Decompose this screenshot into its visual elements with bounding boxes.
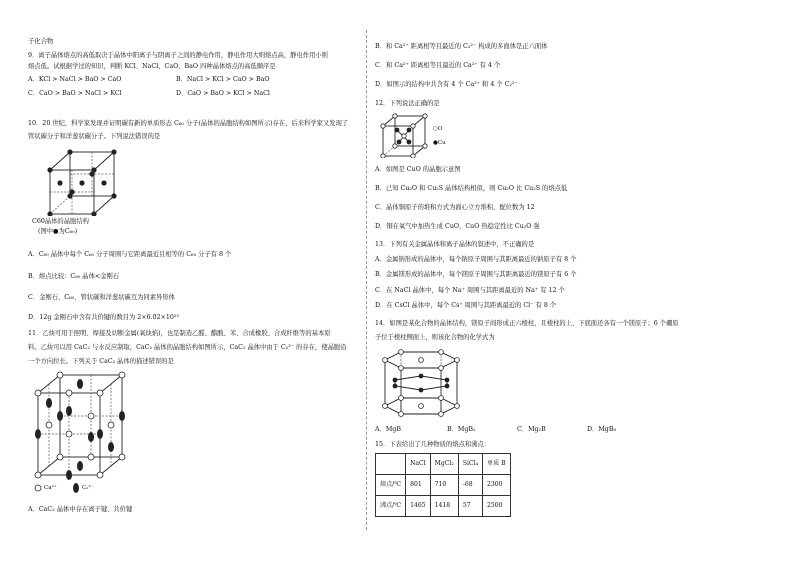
q10-option-b: B．熔点比较：C₆₀ 晶体<金刚石 bbox=[28, 273, 120, 280]
melting-boiling-table bbox=[375, 453, 511, 517]
q9-line-1: 9．离子晶体熔点的高低取决于晶体中阳离子与阴离子之间的静电作用，静电作用大则熔点高，静电作用小则 bbox=[28, 52, 328, 59]
c60-caption-note: (图中●为C₆₀) bbox=[38, 228, 78, 235]
table-cell: 熔点/℃ bbox=[376, 475, 406, 496]
table-cell: 1465 bbox=[406, 496, 431, 517]
table-cell: 2300 bbox=[483, 475, 511, 496]
q14-option-c: C．Mg₂B bbox=[517, 426, 546, 433]
q10-option-d: D．12g 金刚石中含有共价键的数目为 2×6.02×10²³ bbox=[28, 314, 179, 321]
q13-option-a: A．金属钠形成的晶体中，每个钠原子周围与其距离最近的钠原子有 8 个 bbox=[375, 256, 577, 263]
q14-option-a: A．MgB bbox=[375, 426, 401, 433]
q11-option-c: C．和 Ca²⁺ 距离相等且最近的 Ca²⁺ 有 4 个 bbox=[375, 62, 501, 69]
q10-line-1: 10．20 世纪，科学家发现并证明碳有新的单质形态 C₆₀ 分子(晶体的晶胞结构如图所示)存在，后来科学家又发现了 bbox=[28, 120, 349, 127]
table-header-cell bbox=[376, 454, 406, 475]
q11-line-1: 11．乙炔可用于照明、焊接及切断金属(氧炔焰)，也是制造乙醛、醋酸、苯、合成橡胶、合成纤维等的基本原 bbox=[28, 330, 331, 337]
q13-option-b: B．金属镁形成的晶体中，每个镁原子周围与其距离最近的镁原子有 6 个 bbox=[375, 271, 577, 278]
q11-option-a: A．CaC₂ 晶体中存在离子键、共价键 bbox=[28, 506, 133, 513]
q11-option-d: D．如图示的结构中共含有 4 个 Ca²⁺ 和 4 个 C₂²⁻ bbox=[375, 81, 518, 88]
q9-option-b: B．NaCl > KCl > CaO > BaO bbox=[176, 76, 270, 83]
table-row bbox=[376, 475, 511, 496]
q9-option-d: D．CaO > BaO > KCl > NaCl bbox=[176, 90, 270, 97]
c60-unit-cell-diagram bbox=[44, 148, 124, 216]
column-divider bbox=[366, 30, 367, 530]
q11-line-3: 一个方向拉长。下列关于 CaC₂ 晶体的描述错误的是 bbox=[28, 358, 174, 365]
table-cell: -68 bbox=[458, 475, 482, 496]
q10-line-2: 管状碳分子和洋葱状碳分子。下列说法错误的是 bbox=[28, 133, 161, 140]
table-header-row bbox=[376, 454, 511, 475]
q14-option-d: D．MgB₆ bbox=[587, 426, 616, 433]
q10-option-a: A．C₆₀ 晶体中每个 C₆₀ 分子周围与它距离最近且相等的 C₆₀ 分子有 8 个 bbox=[28, 251, 232, 258]
table-cell: 沸点/℃ bbox=[376, 496, 406, 517]
q9-line-2: 熔点低。试根据学过的知识，判断 KCl、NaCl、CaO、BaO 四种晶体熔点的高低顺序是 bbox=[28, 63, 276, 70]
table-cell: 801 bbox=[406, 475, 431, 496]
ca-ion-legend-icon bbox=[34, 484, 42, 492]
cu-legend: ●Cu bbox=[433, 140, 446, 146]
cuo-unit-cell-diagram bbox=[379, 112, 429, 158]
table-cell: 2500 bbox=[483, 496, 511, 517]
ca-ion-legend-label: Ca²⁺ bbox=[44, 485, 57, 491]
q12-option-d: D．铜在氧气中加热生成 CuO，CuO 热稳定性比 Cu₂O 强 bbox=[375, 223, 540, 230]
q15-stem: 15．下表给出了几种物质的熔点和沸点： bbox=[375, 441, 491, 448]
table-header-cell: MgCl₂ bbox=[430, 454, 458, 475]
q10-option-c: C．金刚石、C₆₀、管状碳和洋葱状碳互为同素异形体 bbox=[28, 294, 175, 301]
table-cell: 1418 bbox=[430, 496, 458, 517]
table-header-cell: 单质 B bbox=[483, 454, 511, 475]
q11-line-2: 料。乙炔可以用 CaC₂ 与水反应制取，CaC₂ 晶体的晶胞结构如图所示，CaC₂ 晶体中由于 C₂²⁻ 的存在，使晶胞沿 bbox=[28, 344, 347, 351]
cac2-unit-cell-diagram bbox=[32, 371, 128, 481]
q9-option-c: C．CaO > BaO > NaCl > KCl bbox=[28, 90, 122, 97]
q12-option-a: A．如图是 CuO 的晶胞示意图 bbox=[375, 166, 461, 173]
q14-line-2: 子位于棱柱侧面上，则该化合物的化学式为 bbox=[375, 334, 495, 341]
q13-stem: 13．下列有关金属晶体和离子晶体的叙述中，不正确的是 bbox=[375, 241, 535, 248]
c2-ion-legend-icon bbox=[72, 482, 80, 494]
hexagonal-prism-diagram bbox=[381, 348, 461, 418]
q12-option-c: C．晶体铜原子的堆积方式为面心立方堆积，配位数为 12 bbox=[375, 204, 535, 211]
table-row bbox=[376, 496, 511, 517]
table-cell: 57 bbox=[458, 496, 482, 517]
q9-option-a: A．KCl > NaCl > BaO > CaO bbox=[28, 76, 122, 83]
table-header-cell: NaCl bbox=[406, 454, 431, 475]
top-fragment: 子化合物 bbox=[28, 38, 54, 45]
q12-option-b: B．已知 Cu₂O 和 Cu₂S 晶体结构相似，则 Cu₂O 比 Cu₂S 的熔点低 bbox=[375, 185, 568, 192]
o-legend: ○O bbox=[433, 126, 443, 132]
table-header-cell: SiCl₄ bbox=[458, 454, 482, 475]
q11-option-b: B．和 Ca²⁺ 距离相等且最近的 C₂²⁻ 构成的多面体是正六面体 bbox=[375, 43, 548, 50]
table-cell: 710 bbox=[430, 475, 458, 496]
q13-option-c: C．在 NaCl 晶体中，每个 Na⁺ 周围与其距离最近的 Na⁺ 有 12 个 bbox=[375, 287, 565, 294]
c60-caption: C60晶体的晶胞结构 bbox=[32, 218, 89, 225]
q12-stem: 12．下列说法正确的是 bbox=[375, 100, 440, 107]
q14-line-1: 14．如图是某化合物的晶体结构，镁原子间形成正六棱柱，且棱柱的上、下底面还各有一个镁原子；6 个硼原 bbox=[375, 320, 679, 327]
q14-option-b: B．MgB₂ bbox=[447, 426, 476, 433]
c2-ion-legend-label: C₂²⁻ bbox=[82, 485, 94, 491]
q13-option-d: D．在 CsCl 晶体中，每个 Cs⁺ 周围与其距离最近的 Cl⁻ 有 8 个 bbox=[375, 302, 557, 309]
